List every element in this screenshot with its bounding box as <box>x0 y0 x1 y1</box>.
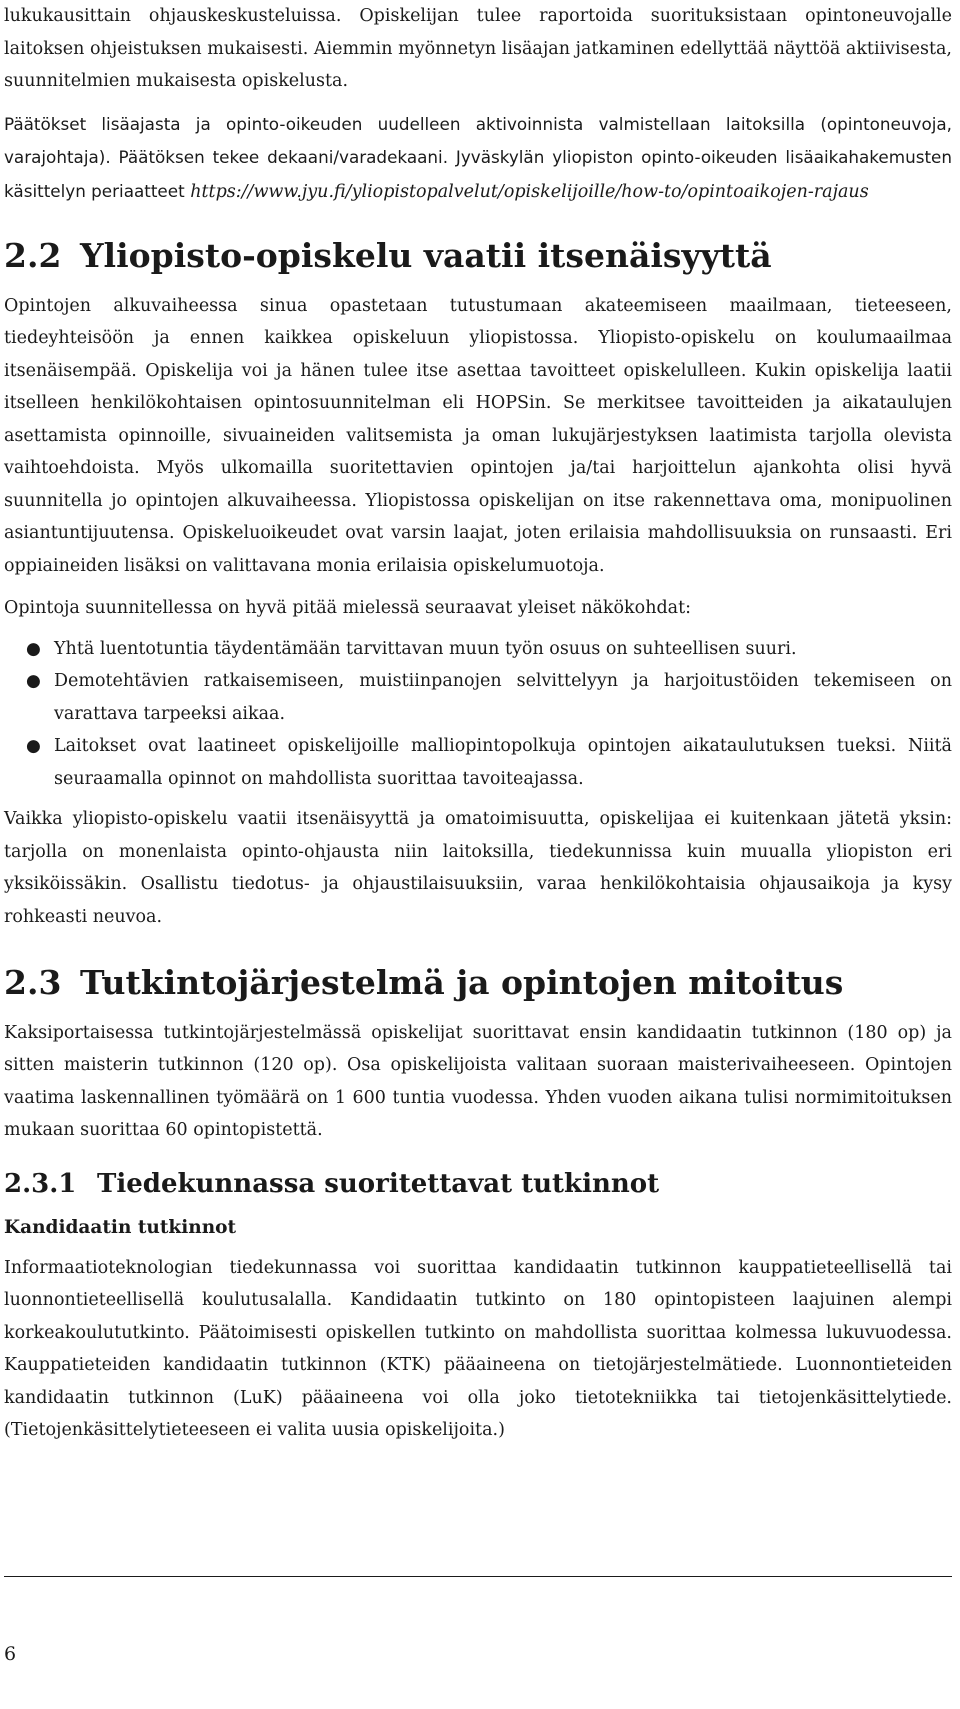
list-item: ● Yhtä luentotuntia täydentämään tarvittavan muun työn osuus on suhteellisen suuri. <box>4 633 952 666</box>
extension-principles-link[interactable]: https://www.jyu.fi/yliopistopalvelut/opiskelijoille/how-to/opintoaikojen-rajaus <box>190 181 869 202</box>
footer-divider <box>4 1576 952 1577</box>
subsection-title: Tiedekunnassa suoritettavat tutkinnot <box>97 1168 660 1199</box>
section-number: 2.3 <box>4 963 62 1003</box>
independence-paragraph: Opintojen alkuvaiheessa sinua opastetaan tutustumaan akateemiseen maailmaan, tieteeseen, tiedeyhteisöön ja ennen kaikkea opiskeluun yliopistossa. Yliopisto-opiskelu on koulumaailmaa itsenäisempää. Opiskelija voi ja hänen tulee itse asettaa tavoitteet opiskelulleen. Kukin opiskelija laatii itselleen henkilökohtaisen opintosuunnitelman eli HOPSin. Se merkitsee tavoitteiden ja aikataulujen asettamista opinnoille, sivuaineiden valitsemista ja oman lukujärjestyksen laatimista tarjolla olevista vaihtoehdoista. Myös ulkomailla suoritettavien opintojen ja/tai harjoittelun ajankohta olisi hyvä suunnitella jo opintojen alkuvaiheessa. Yliopistossa opiskelijan on itse rakennettava oma, monipuolinen asiantuntijuutensa. Opiskeluoikeudet ovat varsin laajat, joten erilaisia mahdollisuuksia on runsaasti. Eri oppiaineiden lisäksi on valittavana monia erilaisia opiskelumuotoja. <box>4 295 952 576</box>
planning-bullet-list <box>4 633 952 796</box>
section-title: Tutkintojärjestelmä ja opintojen mitoitus <box>80 963 844 1003</box>
list-item: ● Demotehtävien ratkaisemiseen, muistiinpanojen selvittelyyn ja harjoitustöiden tekemiseen on varattava tarpeeksi aikaa. <box>4 665 952 730</box>
section-number: 2.2 <box>4 236 62 275</box>
bachelor-degrees-heading: Kandidaatin tutkinnot <box>4 1216 237 1238</box>
section-heading-2-3 <box>4 963 952 1003</box>
section-title: Yliopisto-opiskelu vaatii itsenäisyyttä <box>80 236 772 275</box>
bullet-icon: ● <box>26 671 41 692</box>
section-heading-2-2 <box>4 236 952 276</box>
list-item: ● Laitokset ovat laatineet opiskelijoille malliopintopolkuja opintojen aikataulutuksen tueksi. Niitä seuraamalla opinnot on mahdollista suorittaa tavoiteajassa. <box>4 730 952 795</box>
page-number: 6 <box>4 1643 17 1665</box>
guidance-paragraph: Vaikka yliopisto-opiskelu vaatii itsenäisyyttä ja omatoimisuutta, opiskelijaa ei kuitenkaan jätetä yksin: tarjolla on monenlaista opinto-ohjausta niin laitoksilla, tiedekunnissa kuin muualla yliopiston eri yksiköissäkin. Osallistu tiedotus- ja ohjaustilaisuuksiin, varaa henkilökohtaisia ohjausaikoja ja kysy rohkeasti neuvoa. <box>4 809 952 927</box>
document-page <box>4 0 952 1447</box>
subsection-heading-2-3-1 <box>4 1169 952 1200</box>
planning-intro-paragraph: Opintoja suunnitellessa on hyvä pitää mielessä seuraavat yleiset näkökohdat: <box>4 598 692 619</box>
degree-system-paragraph: Kaksiportaisessa tutkintojärjestelmässä opiskelijat suorittavat ensin kandidaatin tutkinnon (180 op) ja sitten maisterin tutkinnon (120 op). Osa opiskelijoista valitaan suoraan maisterivaiheeseen. Opintojen vaatima laskennallinen työmäärä on 1 600 tuntia vuodessa. Yhden vuoden aikana tulisi normimitoituksen mukaan suorittaa 60 opintopistettä. <box>4 1022 952 1141</box>
bullet-icon: ● <box>26 736 41 757</box>
intro-extension-paragraph <box>4 108 952 209</box>
bachelor-degrees-paragraph: Informaatioteknologian tiedekunnassa voi suorittaa kandidaatin tutkinnon kauppatieteellisellä tai luonnontieteellisellä koulutusalalla. Kandidaatin tutkinto on 180 opintopisteen laajuinen alempi korkeakoulututkinto. Päätoimisesti opiskellen tutkinto on mahdollista suorittaa kolmessa lukuvuodessa. Kauppatieteiden kandidaatin tutkinnon (KTK) pääaineena on tietojärjestelmätiede. Luonnontieteiden kandidaatin tutkinnon (LuK) pääaineena voi olla joko tietotekniikka tai tietojenkäsittelytiede. (Tietojenkäsittelytieteeseen ei valita uusia opiskelijoita.) <box>4 1257 952 1441</box>
extension-decision-text: Päätökset lisäajasta ja opinto-oikeuden uudelleen aktivoinnista valmistellaan laitoksilla (opintoneuvoja, varajohtaja). Päätöksen tekee dekaani/varadekaani. Jyväskylän yliopiston opinto-oikeuden lisäaikahakemusten käsittelyn periaatteet <box>4 113 952 201</box>
intro-paragraph: lukukausittain ohjauskeskusteluissa. Opiskelijan tulee raportoida suorituksistaan opintoneuvojalle laitoksen ohjeistuksen mukaisesti. Aiemmin myönnetyn lisäajan jatkaminen edellyttää näyttöä aktiivisesta, suunnitelmien mukaisesta opiskelusta. <box>4 6 952 91</box>
subsection-number: 2.3.1 <box>4 1168 77 1199</box>
bullet-icon: ● <box>26 638 41 659</box>
